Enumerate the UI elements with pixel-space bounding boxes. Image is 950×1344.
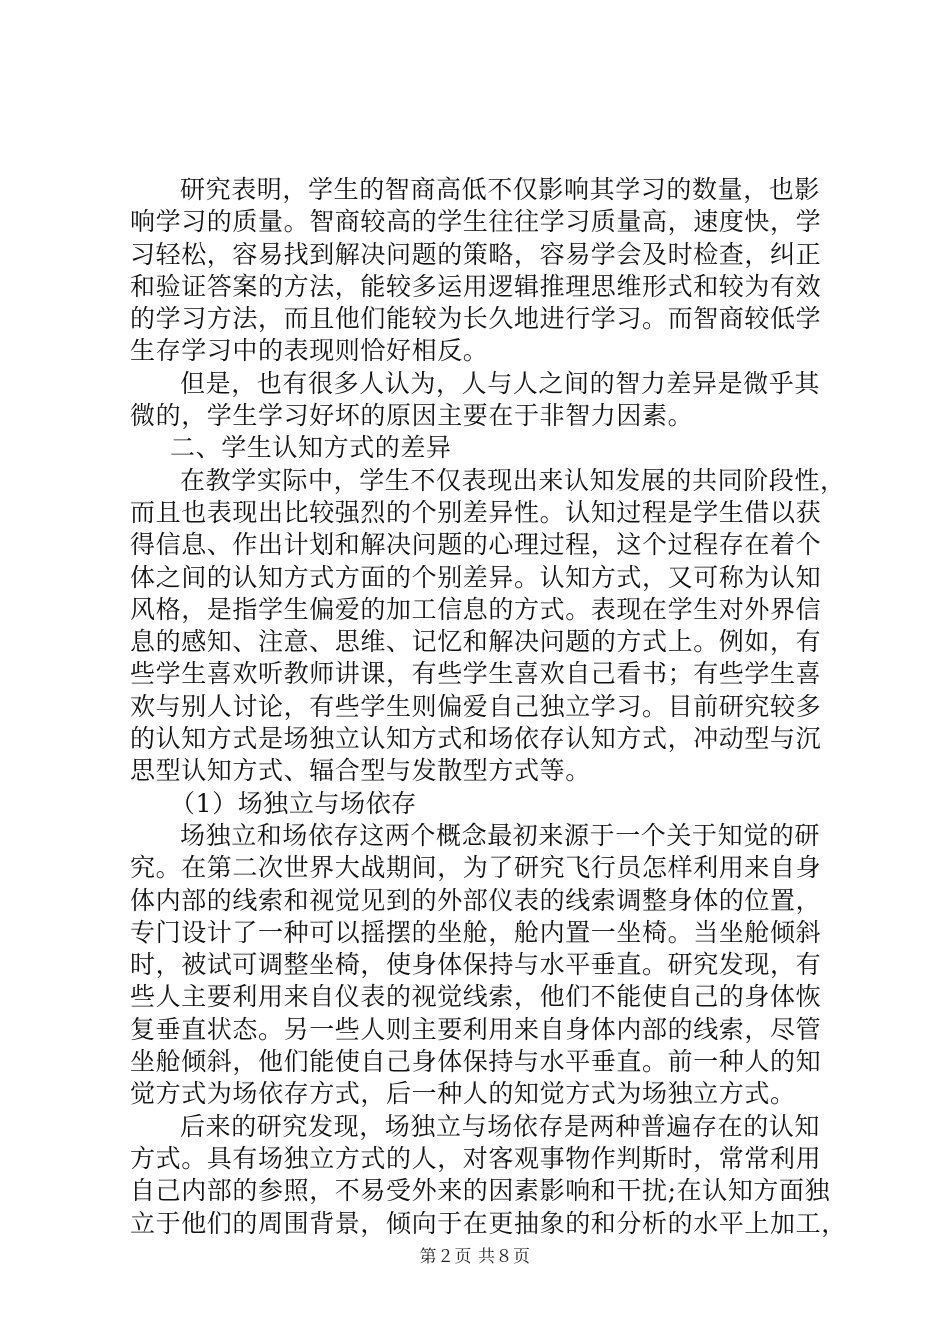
text-line: 微的，学生学习好坏的原因主要在于非智力因素。 xyxy=(130,401,694,431)
text-line: 些人主要利用来自仪表的视觉线索，他们不能使自己的身体恢 xyxy=(130,982,822,1012)
document-body xyxy=(130,174,847,1240)
text-line: 究。在第二次世界大战期间，为了研究飞行员怎样利用来自身 xyxy=(130,853,822,883)
text-line: 生存学习中的表现则恰好相反。 xyxy=(130,336,489,366)
text-line: 复垂直状态。另一些人则主要利用来自身体内部的线索，尽管 xyxy=(130,1014,822,1044)
text-line: （1）场独立与场依存 xyxy=(170,788,417,818)
text-line: 时，被试可调整坐椅，使身体保持与水平垂直。研究发现，有 xyxy=(130,950,822,980)
text-line: 的认知方式是场独立认知方式和场依存认知方式，冲动型与沉 xyxy=(130,724,822,754)
text-line: 而且也表现出比较强烈的个别差异性。认知过程是学生借以获 xyxy=(130,497,822,527)
text-line: 觉方式为场依存方式，后一种人的知觉方式为场独立方式。 xyxy=(130,1079,796,1109)
text-line: 风格，是指学生偏爱的加工信息的方式。表现在学生对外界信 xyxy=(130,594,822,624)
text-line: 场独立和场依存这两个概念最初来源于一个关于知觉的研 xyxy=(180,820,821,850)
text-line: 响学习的质量。智商较高的学生往往学习质量高，速度快，学 xyxy=(130,207,822,237)
text-line: 自己内部的参照，不易受外来的因素影响和干扰;在认知方面独 xyxy=(130,1176,831,1206)
text-line: 些学生喜欢听教师讲课，有些学生喜欢自己看书；有些学生喜 xyxy=(130,659,822,689)
text-line: 体内部的线索和视觉见到的外部仪表的线索调整身体的位置， xyxy=(130,885,822,915)
page-footer: 第２页 共８页 xyxy=(419,1247,531,1267)
text-line: 方式。具有场独立方式的人，对客观事物作判斯时，常常利用 xyxy=(130,1143,822,1173)
text-line: 欢与别人讨论，有些学生则偏爱自己独立学习。目前研究较多 xyxy=(130,691,822,721)
text-line: 后来的研究发现，场独立与场依存是两种普遍存在的认知 xyxy=(180,1111,821,1141)
text-line: 的学习方法，而且他们能较为长久地进行学习。而智商较低学 xyxy=(130,304,822,334)
text-line: 得信息、作出计划和解决问题的心理过程，这个过程存在着个 xyxy=(130,530,822,560)
text-line: 研究表明，学生的智商高低不仅影响其学习的数量，也影 xyxy=(180,175,821,204)
text-line: 专门设计了一种可以摇摆的坐舱，舱内置一坐椅。当坐舱倾斜 xyxy=(130,917,822,947)
text-line: 体之间的认知方式方面的个别差异。认知方式，又可称为认知 xyxy=(130,562,822,592)
text-line: 息的感知、注意、思维、记忆和解决问题的方式上。例如，有 xyxy=(130,627,822,657)
text-line: 习轻松，容易找到解决问题的策略，容易学会及时检查，纠正 xyxy=(130,239,822,269)
text-line: 坐舱倾斜，他们能使自己身体保持与水平垂直。前一种人的知 xyxy=(130,1047,822,1077)
text-line: 和验证答案的方法，能较多运用逻辑推理思维形式和较为有效 xyxy=(130,271,822,301)
text-line: 在教学实际中，学生不仅表现出来认知发展的共同阶段性， xyxy=(180,465,846,495)
text-line: 立于他们的周围背景，倾向于在更抽象的和分析的水平上加工， xyxy=(130,1208,847,1238)
text-line: 思型认知方式、辐合型与发散型方式等。 xyxy=(130,756,591,786)
text-line: 二、学生认知方式的差异 xyxy=(170,433,452,463)
text-line: 但是，也有很多人认为，人与人之间的智力差异是微乎其 xyxy=(180,368,821,398)
